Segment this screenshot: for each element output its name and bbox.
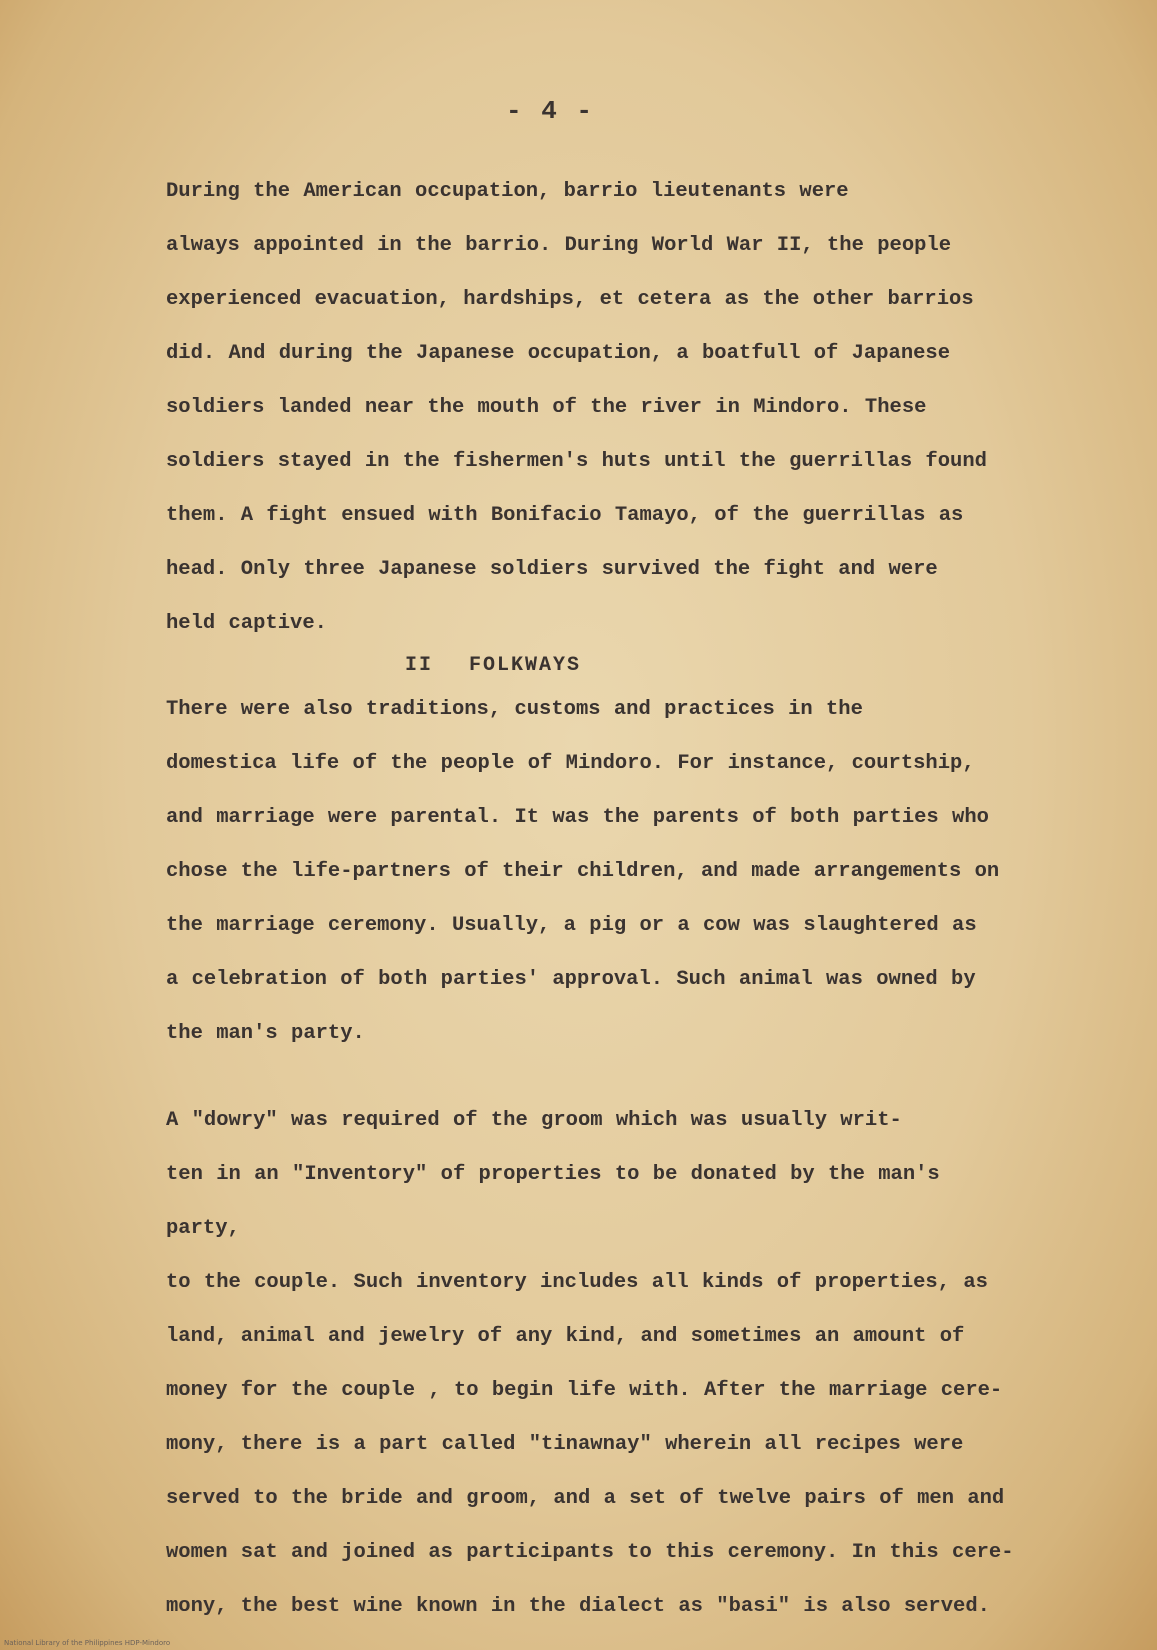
paragraph-folkways: There were also traditions, customs and practices in the domestica life of the people of Mindoro. For instance, courtship, and marriage were parental. It was the parents of both parties who chose the life-partners of their children, and made arrangements on the marriage ceremony. Usually, a pig or a cow was slaughtered as a celebration of both parties' approval. Such animal was owned by the man's party. (166, 698, 1000, 1045)
footer-note: National Library of the Philippines HDP-Mindoro (4, 1639, 171, 1647)
paragraph-dowry: A "dowry" was required of the groom which was usually writ- ten in an "Inventory" of properties to be donated by the man's party, to the couple. Such inventory includes all kinds of properties, as land, animal and jewelry of any kind, and sometimes an amount of money for the couple , to begin life with. After the marriage cere- mony, there is a part called "tinawnay" wherein all recipes were served to the bride and groom, and a set of twelve pairs of men and women sat and joined as participants to this ceremony. In this cere- mony, the best wine known in the dialect as "basi" is also served. (166, 1109, 1014, 1618)
section-heading: II FOLKWAYS (405, 654, 582, 677)
page-number: - 4 - (505, 96, 594, 126)
paragraph-history: During the American occupation, barrio lieutenants were always appointed in the barrio. During World War II, the people experienced evacuation, hardships, et cetera as the other barrios did. And during the Japanese occupation, a boatfull of Japanese soldiers landed near the mouth of the river in Mindoro. These soldiers stayed in the fishermen's huts until the guerrillas found them. A fight ensued with Bonifacio Tamayo, of the guerrillas as head. Only three Japanese soldiers survived the fight and were held captive. (166, 180, 987, 635)
